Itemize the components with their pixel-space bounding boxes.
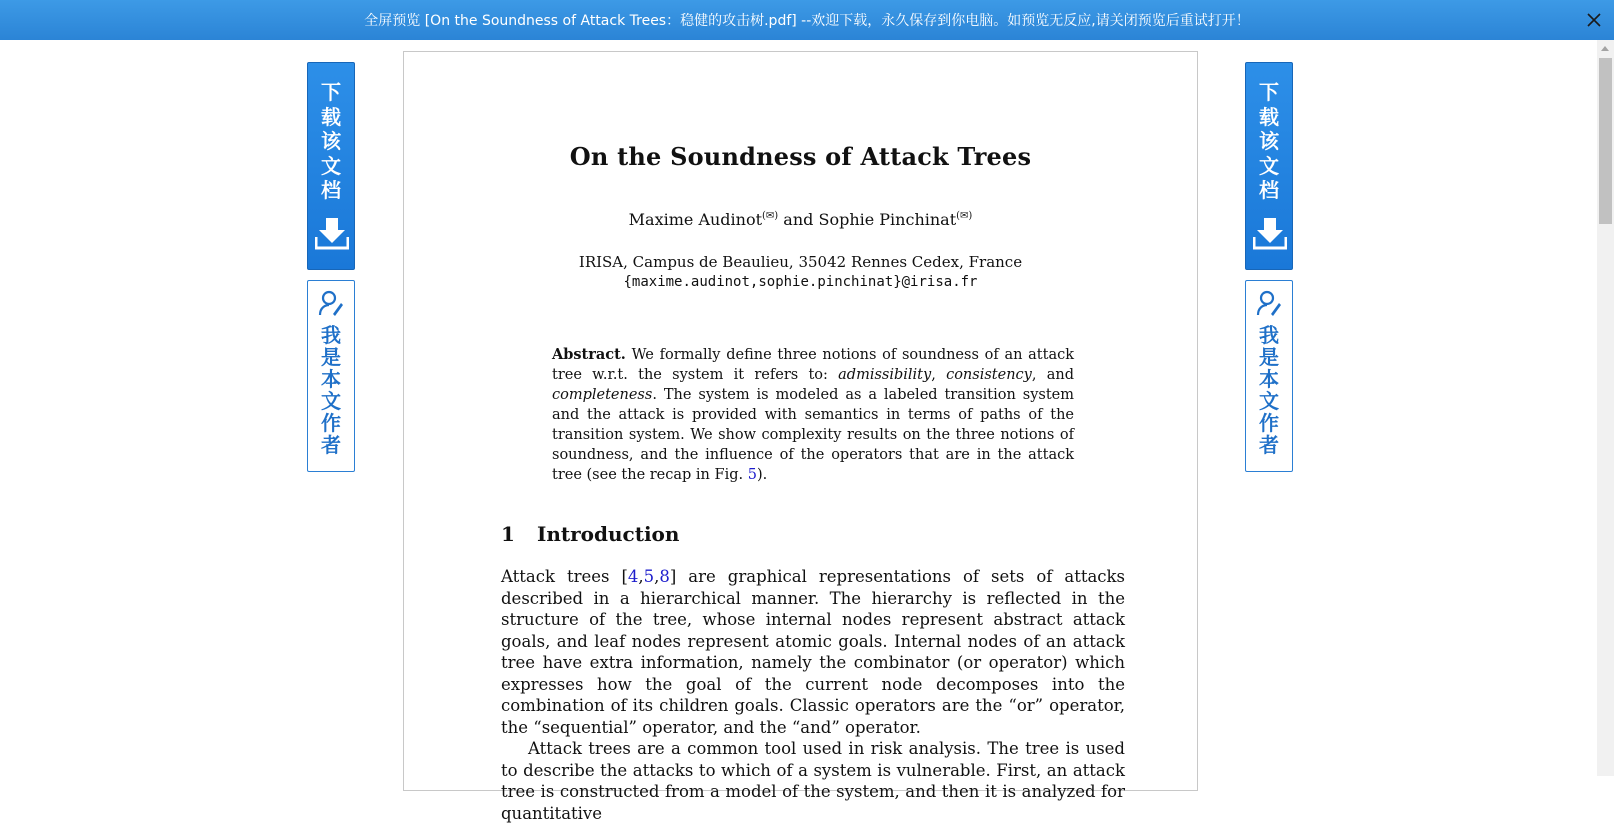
i-am-author-button-right[interactable]	[1245, 280, 1293, 472]
paragraph-text: ,	[638, 567, 644, 586]
banner-text: 全屏预览 [On the Soundness of Attack Trees：稳健的攻击树.pdf] --欢迎下载，永久保存到你电脑。如预览无反应,请关闭预览后重试打开！	[364, 13, 1250, 29]
download-icon	[1253, 217, 1287, 255]
user-pen-icon	[318, 289, 344, 321]
document-page	[403, 51, 1198, 823]
section-title: Introduction	[537, 522, 680, 546]
i-am-author-button[interactable]	[307, 280, 355, 472]
envelope-mark: (✉)	[956, 210, 973, 222]
abstract-label: Abstract.	[552, 346, 626, 363]
download-button-label: 下载该文档	[1259, 80, 1279, 202]
abstract-text: ).	[756, 467, 768, 483]
download-button-label: 下载该文档	[321, 80, 341, 202]
preview-banner	[0, 0, 1614, 40]
body-text	[501, 566, 1125, 824]
section-number: 1	[501, 522, 515, 546]
abstract-term: completeness	[552, 387, 653, 403]
envelope-mark: (✉)	[762, 210, 779, 222]
author-name: and Sophie Pinchinat	[778, 210, 957, 229]
scroll-up-icon[interactable]	[1601, 46, 1609, 51]
paper-authors	[404, 210, 1197, 229]
user-pen-icon	[1256, 289, 1282, 321]
affiliation: IRISA, Campus de Beaulieu, 35042 Rennes Cedex, France	[578, 253, 1023, 271]
paragraph	[501, 566, 1125, 738]
abstract-text: We formally define three notions of soundness of an attack tree w.r.t. the system it refers to:	[552, 347, 1074, 383]
abstract-term: admissibility	[838, 367, 932, 383]
abstract-text: . The system is modeled as a labeled transition system and the attack is provided with semantics in terms of paths of the transition system. We show complexity results on the three notions of soundness, and the influence of the operators that are in the attack tree (see the recap in Fig.	[552, 387, 1074, 483]
scrollbar-thumb[interactable]	[1599, 58, 1612, 224]
abstract	[552, 345, 1074, 485]
paragraph-text: Attack trees [	[501, 567, 628, 586]
paragraph-text: ,	[654, 567, 660, 586]
download-icon	[315, 217, 349, 255]
close-icon[interactable]	[1582, 8, 1606, 32]
author-emails: {maxime.audinot,sophie.pinchinat}@irisa.fr	[623, 274, 978, 290]
author-button-label: 我是本文作者	[1259, 323, 1279, 457]
paragraph: Attack trees are a common tool used in risk analysis. The tree is used to describe the attacks to which of a system is vulnerable. First, an attack tree is constructed from a model of the system, and then it is analyzed for quantitative	[501, 739, 1125, 823]
download-document-button-right[interactable]	[1245, 62, 1293, 270]
abstract-text: , and	[1031, 367, 1074, 383]
section-heading	[501, 522, 679, 546]
abstract-term: consistency	[946, 367, 1032, 383]
paragraph-text: ] are graphical representations of sets of attacks described in a hierarchical manner. The hierarchy is reflected in the structure of the tree, whose internal nodes represent abstract attack goals, and leaf nodes represent atomic goals. Internal nodes of an attack tree have extra information, namely the combinator (or operator) which expresses how the goal of the current node decomposes into the combination of its children goals. Classic operators are the “or” operator, the “sequential” operator, and the “and” operator.	[501, 567, 1125, 737]
paper-title: On the Soundness of Attack Trees	[569, 142, 1032, 171]
vertical-scrollbar[interactable]	[1597, 40, 1614, 776]
citation-link[interactable]: 5	[643, 567, 655, 586]
download-document-button[interactable]	[307, 62, 355, 270]
abstract-text: ,	[931, 367, 947, 383]
figure-link[interactable]: 5	[747, 467, 757, 483]
author-button-label: 我是本文作者	[321, 323, 341, 457]
citation-link[interactable]: 8	[659, 567, 670, 586]
author-name: Maxime Audinot	[628, 210, 763, 229]
citation-link[interactable]: 4	[627, 567, 639, 586]
